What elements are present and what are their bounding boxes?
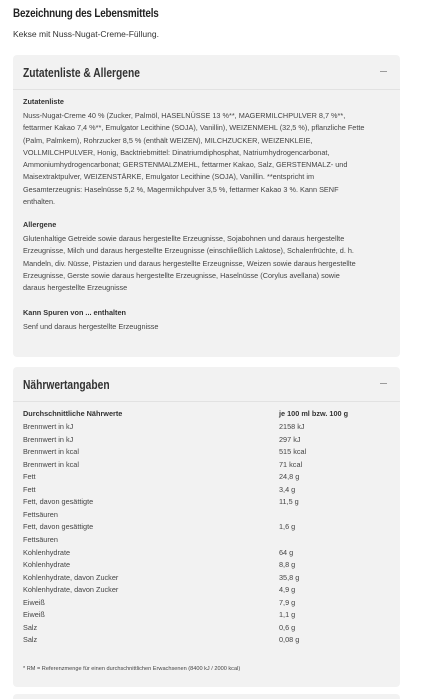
allergens-line: Erzeugnisse, Gerste sowie daraus hergestellte Erzeugnisse, Haselnüsse (Corylus avellana) sowie [23, 270, 340, 280]
nutrient-value: 71 kcal [279, 459, 303, 469]
ingredients-text [23, 110, 385, 208]
table-row [23, 573, 385, 585]
nutrient-name: Fett, davon gesättigte [23, 497, 94, 507]
allergens-line: Erzeugnisse, Milch und daraus hergestellte Erzeugnisse (einschließlich Laktose), Schalenfrüchte, d. h. [23, 246, 354, 256]
nutrient-value: 24,8 g [279, 472, 300, 482]
nutrient-value: 2158 kJ [279, 422, 305, 431]
nutrient-name: Fett, davon gesättigte [23, 522, 94, 532]
nutrient-name: Fettsäuren [23, 534, 58, 544]
allergens-line: Mandeln, div. Nüsse, Pistazien und daraus hergestellte Erzeugnisse, Weizen sowie daraus hergestellte [23, 258, 356, 268]
table-row [23, 435, 385, 447]
nutrient-name: Eiweiß [23, 597, 45, 607]
nutrient-value: 64 g [279, 547, 294, 557]
table-row [23, 485, 385, 497]
nutrient-name: Brennwert in kJ [23, 422, 74, 431]
traces-heading: Kann Spuren von ... enthalten [23, 308, 126, 317]
table-row [23, 635, 385, 647]
column-header-nutrient: Durchschnittliche Nährwerte [23, 409, 123, 418]
nutrient-value: 0,6 g [279, 622, 296, 632]
nutrient-name: Kohlenhydrate, davon Zucker [23, 572, 119, 582]
table-row [23, 560, 385, 572]
allergens-line: daraus hergestellte Erzeugnisse [23, 283, 128, 293]
ingredients-line: Maisextraktpulver, WEIZENSTÄRKE, Emulgator Lecithine (SOJA), Vanillin. **entspricht im [23, 172, 315, 182]
table-row [23, 422, 385, 434]
nutrition-panel [13, 367, 400, 687]
nutrient-value: 297 kJ [279, 434, 301, 444]
ingredients-line: fettarmer Kakao 7,4 %**, Emulgator Lecithine (SOJA), Vanillin), WEIZENMEHL (32,5 %), pflanzliche Fette [23, 123, 365, 133]
nutrition-table-header [23, 409, 385, 421]
nutrient-name: Brennwert in kcal [23, 447, 79, 457]
panel-title[interactable]: Zutatenliste & Allergene [23, 66, 140, 80]
nutrient-name: Kohlenhydrate [23, 547, 71, 557]
column-header-per-100: je 100 ml bzw. 100 g [279, 409, 349, 418]
nutrient-name: Fett [23, 472, 36, 482]
table-row [23, 623, 385, 635]
food-name-label: Bezeichnung des Lebensmittels [13, 8, 159, 20]
ingredients-line: VOLLMILCHPULVER, Honig, Backtriebmittel: Dinatriumdiphosphat, Natriumhydrogencarbonat, [23, 147, 330, 157]
divider [13, 401, 400, 402]
table-row [23, 447, 385, 459]
nutrient-value: 7,9 g [279, 597, 296, 607]
ingredients-line: (Palm, Palmkern), Rohrzucker 8,5 % (enthält WEIZEN), MILCHZUCKER, WEIZENKLEIE, [23, 135, 313, 145]
table-row [23, 585, 385, 597]
nutrient-value: 11,5 g [279, 497, 299, 507]
table-row [23, 510, 385, 522]
nutrient-value: 0,08 g [279, 635, 300, 645]
nutrient-name: Kohlenhydrate, davon Zucker [23, 585, 119, 595]
allergens-heading: Allergene [23, 220, 57, 229]
food-name-value: Kekse mit Nuss-Nugat-Creme-Füllung. [13, 29, 159, 39]
nutrient-value: 8,8 g [279, 560, 296, 570]
table-row [23, 610, 385, 622]
nutrient-value: 3,4 g [279, 484, 296, 494]
panel-title[interactable]: Nährwertangaben [23, 378, 110, 392]
ingredients-line: Nuss-Nugat-Creme 40 % (Zucker, Palmöl, HASELNÜSSE 13 %**, MAGERMILCHPULVER 8,7 %**, [23, 111, 346, 120]
table-row [23, 598, 385, 610]
nutrient-value: 35,8 g [279, 572, 300, 582]
ingredients-line: enthalten. [23, 197, 56, 207]
table-row [23, 460, 385, 472]
ingredients-allergens-panel [13, 55, 400, 357]
ingredients-heading: Zutatenliste [23, 97, 64, 106]
nutrient-value: 4,9 g [279, 585, 296, 595]
nutrient-name: Salz [23, 622, 38, 632]
nutrient-value: 1,6 g [279, 522, 296, 532]
table-row [23, 548, 385, 560]
nutrient-value: 515 kcal [279, 447, 307, 457]
minus-icon[interactable] [380, 383, 387, 384]
ingredients-line: Ammoniumhydrogencarbonat; GERSTENMALZMEHL, fettarmer Kakao, Salz, GERSTENMALZ- und [23, 160, 348, 170]
table-row [23, 472, 385, 484]
nutrient-value: 1,1 g [279, 610, 296, 620]
divider [13, 89, 400, 90]
allergens-text [23, 233, 385, 294]
table-row [23, 522, 385, 534]
reference-footnote: * RM = Referenzmenge für einen durchschnittlichen Erwachsenen (8400 kJ / 2000 kcal) [23, 666, 241, 672]
table-row [23, 497, 385, 509]
nutrient-name: Fett [23, 484, 36, 494]
ingredients-line: Gesamterzeugnis: Haselnüsse 5,2 %, Magermilchpulver 3,5 %, fettarmer Kakao 3 %. Kann SENF [23, 184, 339, 194]
table-row [23, 535, 385, 547]
nutrient-name: Eiweiß [23, 610, 45, 620]
nutrient-name: Brennwert in kcal [23, 459, 79, 469]
next-panel [13, 694, 400, 699]
traces-text: Senf und daraus hergestellte Erzeugnisse [23, 322, 159, 331]
nutrient-name: Fettsäuren [23, 509, 58, 519]
allergens-line: Glutenhaltige Getreide sowie daraus hergestellte Erzeugnisse, Sojabohnen und daraus hergestellte [23, 234, 345, 243]
nutrient-name: Brennwert in kJ [23, 434, 74, 444]
nutrient-name: Kohlenhydrate [23, 560, 71, 570]
minus-icon[interactable] [380, 71, 387, 72]
nutrient-name: Salz [23, 635, 38, 645]
